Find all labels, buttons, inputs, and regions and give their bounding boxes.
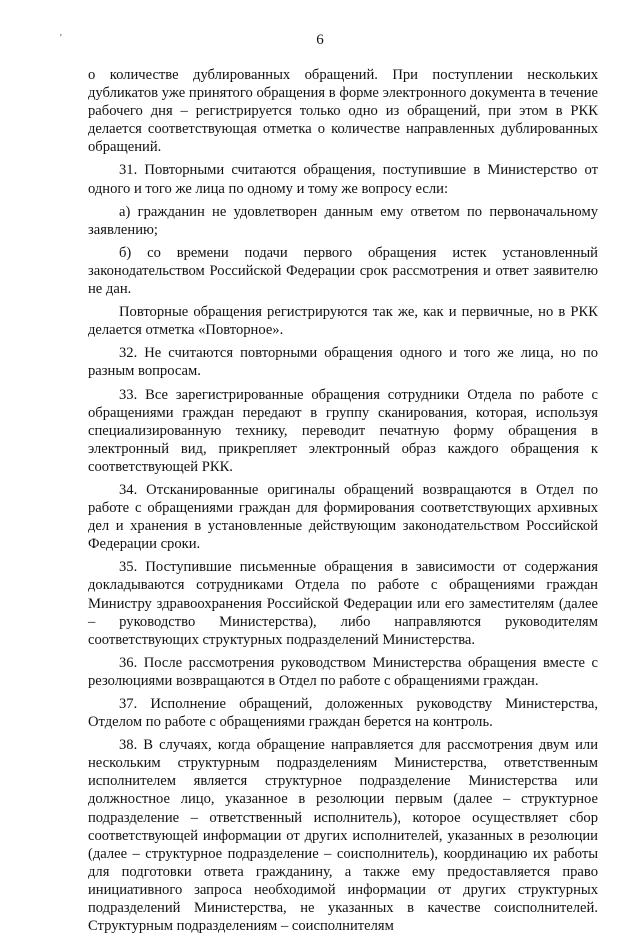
paragraph-36: 36. После рассмотрения руководством Министерства обращения вместе с резолюциями возвращаются в Отдел по работе с обращениями граждан.: [88, 654, 598, 689]
paragraph-31: 31. Повторными считаются обращения, поступившие в Министерство от одного и того же лица по одному и тому же вопросу если:: [88, 162, 598, 197]
paragraph-continuation: о количестве дублированных обращений. При поступлении нескольких дубликатов уже принятого обращения в форме электронного документа в течение рабочего дня – регистрируется только одно из обращений, при этом в РКК делается соответствующая отметка о количестве направленных дублированных обращений.: [88, 67, 598, 156]
paragraph-38: 38. В случаях, когда обращение направляется для рассмотрения двум или нескольким структурным подразделениям Министерства, ответственным исполнителем является структурное подразделение Министерства или должностное лицо, указанное в резолюции первым (далее – структурное подразделение – ответственный исполнитель), которое осуществляет сбор соответствующей информации от других исполнителей, указанных в резолюции (далее – структурное подразделение – соисполнитель), координацию их работы для подготовки ответа гражданину, а также ему предоставляется право инициативного запроса необходимой информации от других структурных подразделений Министерства, не указанных в качестве соисполнителей. Структурным подразделениям – соисполнителям: [88, 737, 598, 935]
document-body: [88, 66, 598, 935]
paragraph-32: 32. Не считаются повторными обращения одного и того же лица, но по разным вопросам.: [88, 345, 598, 380]
paragraph-35: 35. Поступившие письменные обращения в зависимости от содержания докладываются сотрудниками Отдела по работе с обращениями граждан Министру здравоохранения Российской Федерации или его заместителям (далее – руководство Министерства), либо направляются руководителям соответствующих структурных подразделений Министерства.: [88, 559, 598, 648]
paragraph-31-b: б) со времени подачи первого обращения истек установленный законодательством Российской Федерации срок рассмотрения и ответ заявителю не дан.: [88, 244, 598, 298]
paragraph-31-a: а) гражданин не удовлетворен данным ему ответом по первоначальному заявлению;: [88, 203, 598, 238]
paragraph-33: 33. Все зарегистрированные обращения сотрудники Отдела по работе с обращениями граждан передают в группу сканирования, которая, используя специализированную технику, переводит печатную форму обращения в электронный вид, прикрепляет электронный образ каждого обращения к соответствующей РКК.: [88, 386, 598, 475]
page-number: 6: [316, 32, 324, 48]
paragraph-repeat-registration: Повторные обращения регистрируются так же, как и первичные, но в РКК делается отметка «Повторное».: [88, 304, 598, 339]
paragraph-37: 37. Исполнение обращений, доложенных руководству Министерства, Отделом по работе с обращениями граждан берется на контроль.: [88, 696, 598, 731]
scan-mark: ': [60, 33, 62, 44]
paragraph-34: 34. Отсканированные оригиналы обращений возвращаются в Отдел по работе с обращениями граждан для формирования соответствующих архивных дел и хранения в установленные действующим законодательством Российской Федерации сроки.: [88, 481, 598, 553]
